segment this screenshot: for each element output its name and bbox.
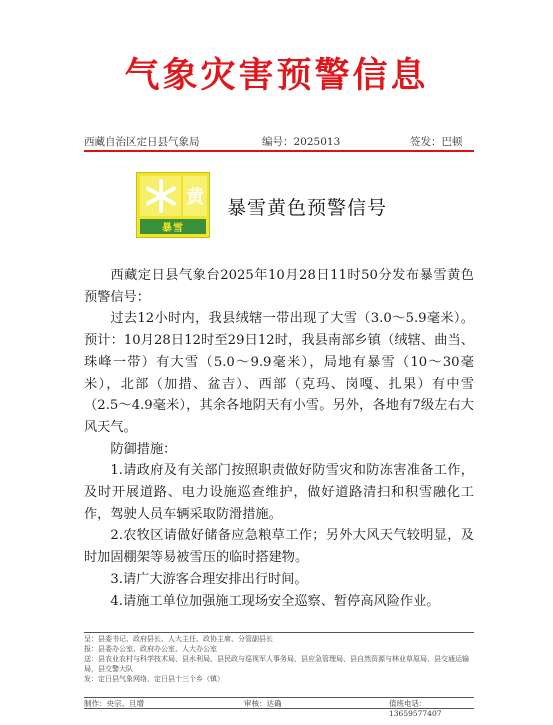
body-paragraph: 4.请施工单位加强施工现场安全巡察、暂停高风险作业。 (110, 593, 440, 609)
duty-phone: 值班电话：13659577407 (389, 699, 442, 718)
badge-strip-label: 暴雪 (140, 219, 206, 234)
issuer-label: 西藏自治区定日县气象局 (84, 136, 200, 148)
distribution-line: 发：定日县气象网络，定日县十三个乡（镇） (84, 675, 224, 683)
reviewed-by: 审核：达确 (244, 699, 282, 708)
signer-label: 签发：巴顿 (410, 136, 463, 148)
distribution-line: 呈：县委书记、政府县长、人大主任、政协主席、分管副县长 (84, 635, 273, 643)
header-divider (84, 150, 474, 152)
body-paragraph: 西藏定日县气象台2025年10月28日11时50分发布暴雪黄色预警信号： (84, 268, 474, 305)
badge-level-char: 黄 (183, 176, 207, 216)
distribution-list (84, 634, 474, 684)
footer-divider (84, 632, 474, 633)
body-paragraph: 2.农牧区请做好储备应急粮草工作；另外大风天气较明显，及时加固棚架等易被雪压的临时搭建物。 (84, 528, 474, 566)
warning-body (84, 265, 474, 612)
body-paragraph: 1.请政府及有关部门按照职责做好防雪灾和防冻害准备工作，及时开展道路、电力设施巡查维护，做好道路清扫和积雪融化工作，驾驶人员车辆采取防滑措施。 (84, 463, 474, 522)
prepared-by: 制作：央宗、旦增 (84, 699, 144, 708)
signal-title: 暴雪黄色预警信号 (227, 197, 388, 219)
document-number: 编号：2025013 (262, 136, 341, 148)
body-paragraph: 防御措施： (110, 441, 177, 457)
body-paragraph: 过去12小时内，我县绒辖一带出现了大雪（3.0～5.9毫米）。预计：10月28日12时至29日12时，我县南部乡镇（绒辖、曲当、珠峰一带）有大雪（5.0～9.9毫米），局地有暴雪（10～30毫米），北部（加措、盆吉）、西部（克玛、岗嘎、扎果）有中雪（2.5～4.9毫米），其余各地阴天有小雪。另外，各地有7级左右大风天气。 (84, 311, 474, 435)
distribution-line: 报：县委办公室、政府办公室、人大办公室 (84, 645, 217, 653)
distribution-line: 送：县农业农村与科学技术局、县水利局、县民政与巡视军人事务局、县应急管理局、县自然资源与林业草原局、县交通运输局，县交警大队 (84, 655, 469, 673)
document-title: 气象灾害预警信息 (124, 56, 429, 96)
snowflake-icon (140, 176, 181, 216)
footer-divider (84, 708, 474, 709)
body-paragraph: 3.请广大游客合理安排出行时间。 (110, 571, 308, 587)
blizzard-yellow-badge (136, 172, 210, 238)
